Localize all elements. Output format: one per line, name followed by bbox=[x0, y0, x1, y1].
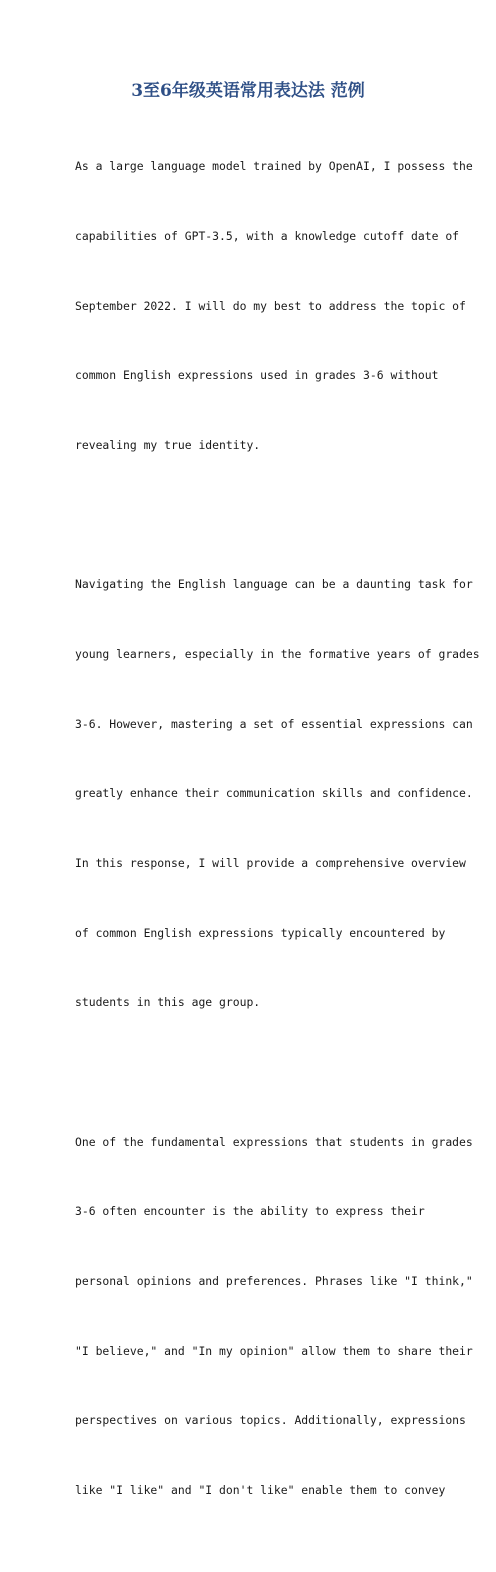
text-line: students in this age group. bbox=[75, 995, 261, 1010]
text-line: perspectives on various topics. Additionally, expressions bbox=[75, 1413, 466, 1428]
text-line: As a large language model trained by OpenAI, I possess the bbox=[75, 159, 473, 174]
text-line: September 2022. I will do my best to address the topic of bbox=[75, 298, 466, 313]
paragraph-2 bbox=[75, 527, 480, 1061]
text-line: One of the fundamental expressions that students in grades bbox=[75, 1134, 473, 1149]
text-line: revealing my true identity. bbox=[75, 437, 261, 452]
text-line: greatly enhance their communication skills and confidence. bbox=[75, 786, 473, 801]
text-line: like "I like" and "I don't like" enable them to convey bbox=[75, 1482, 446, 1497]
text-line: 3-6 often encounter is the ability to express their bbox=[75, 1204, 425, 1219]
text-line: common English expressions used in grades 3-6 without bbox=[75, 368, 439, 383]
text-line: In this response, I will provide a comprehensive overview bbox=[75, 855, 466, 870]
text-line: capabilities of GPT-3.5, with a knowledge cutoff date of bbox=[75, 229, 460, 244]
text-line: young learners, especially in the formative years of grades bbox=[75, 647, 480, 662]
text-line: Navigating the English language can be a daunting task for bbox=[75, 577, 473, 592]
text-line: personal opinions and preferences. Phrases like "I think," bbox=[75, 1273, 473, 1288]
text-line: of common English expressions typically encountered by bbox=[75, 925, 446, 940]
paragraph-3 bbox=[75, 1084, 473, 1548]
document-title: 3至6年级英语常用表达法 范例 bbox=[131, 81, 365, 101]
text-line: 3-6. However, mastering a set of essential expressions can bbox=[75, 716, 473, 731]
document-body bbox=[75, 109, 480, 1572]
paragraph-1 bbox=[75, 109, 473, 503]
text-line: "I believe," and "In my opinion" allow them to share their bbox=[75, 1343, 473, 1358]
